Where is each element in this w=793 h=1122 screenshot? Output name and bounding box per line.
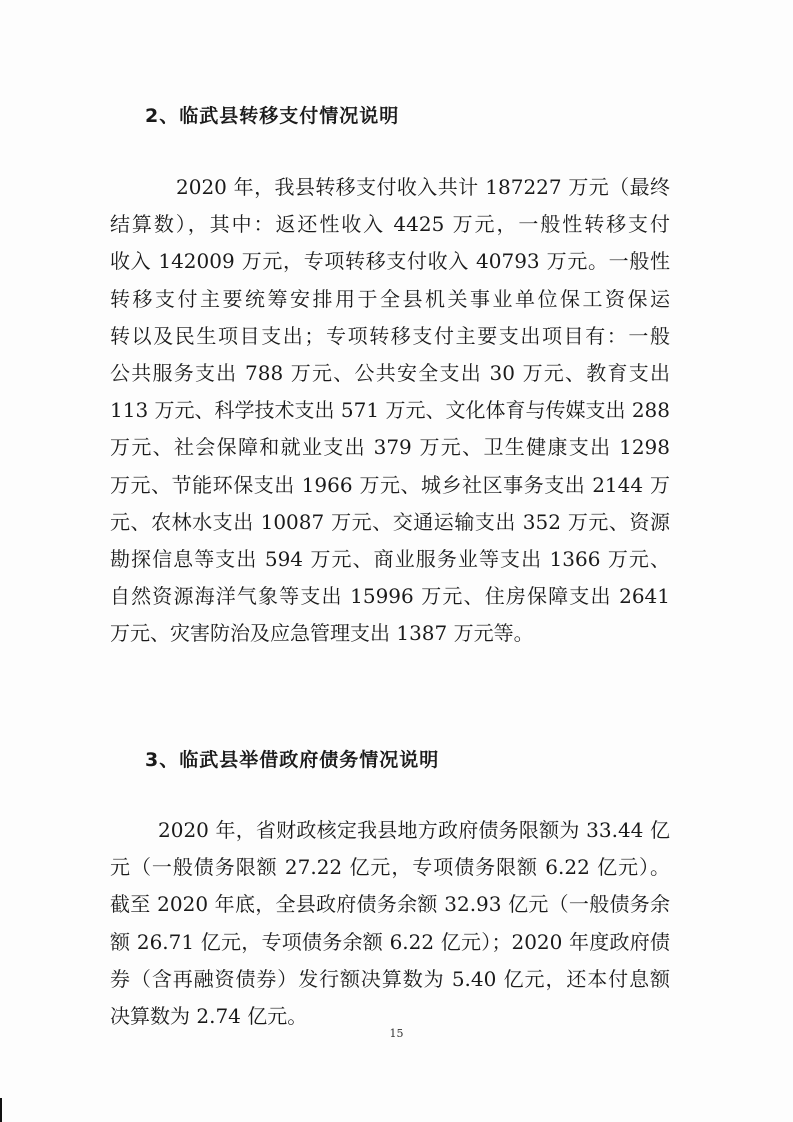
paragraph-line: 2020 年，省财政核定我县地方政府债务限额为 33.44 亿 — [158, 818, 670, 842]
scan-edge-mark — [0, 1098, 2, 1122]
section-2-paragraph — [110, 169, 670, 652]
paragraph-line: 决算数为 2.74 亿元。 — [110, 1003, 308, 1028]
paragraph-line: 万元、灾害防治及应急管理支出 1387 万元等。 — [110, 621, 534, 646]
section-2-heading: 2、临武县转移支付情况说明 — [145, 105, 400, 127]
paragraph-line: 元（一般债务限额 27.22 亿元，专项债务限额 6.22 亿元）。 — [110, 855, 670, 880]
paragraph-line: 万元、节能环保支出 1966 万元、城乡社区事务支出 2144 万 — [110, 472, 670, 497]
paragraph-line: 截至 2020 年底，全县政府债务余额 32.93 亿元（一般债务余 — [110, 892, 670, 917]
paragraph-line: 2020 年，我县转移支付收入共计 187227 万元（最终 — [176, 175, 670, 199]
paragraph-line: 元、农林水支出 10087 万元、交通运输支出 352 万元、资源 — [110, 509, 670, 534]
paragraph-line: 额 26.71 亿元，专项债务余额 6.22 亿元）；2020 年度政府债 — [110, 929, 670, 954]
section-3-heading: 3、临武县举借政府债务情况说明 — [145, 749, 440, 771]
paragraph-line: 自然资源海洋气象等支出 15996 万元、住房保障支出 2641 — [110, 584, 670, 609]
paragraph-line: 结算数），其中：返还性收入 4425 万元，一般性转移支付 — [110, 212, 670, 237]
paragraph-line: 收入 142009 万元，专项转移支付收入 40793 万元。一般性 — [110, 249, 670, 274]
section-3-paragraph — [110, 812, 670, 1035]
paragraph-line: 转以及民生项目支出；专项转移支付主要支出项目有：一般 — [110, 323, 670, 348]
page-number: 15 — [389, 1027, 404, 1040]
paragraph-line: 万元、社会保障和就业支出 379 万元、卫生健康支出 1298 — [110, 435, 670, 460]
paragraph-line: 公共服务支出 788 万元、公共安全支出 30 万元、教育支出 — [110, 360, 670, 385]
paragraph-line: 113 万元、科学技术支出 571 万元、文化体育与传媒支出 288 — [110, 398, 670, 423]
paragraph-line: 转移支付主要统筹安排用于全县机关事业单位保工资保运 — [110, 286, 670, 311]
paragraph-line: 券（含再融资债券）发行额决算数为 5.40 亿元，还本付息额 — [110, 966, 670, 991]
paragraph-line: 勘探信息等支出 594 万元、商业服务业等支出 1366 万元、 — [110, 546, 670, 571]
